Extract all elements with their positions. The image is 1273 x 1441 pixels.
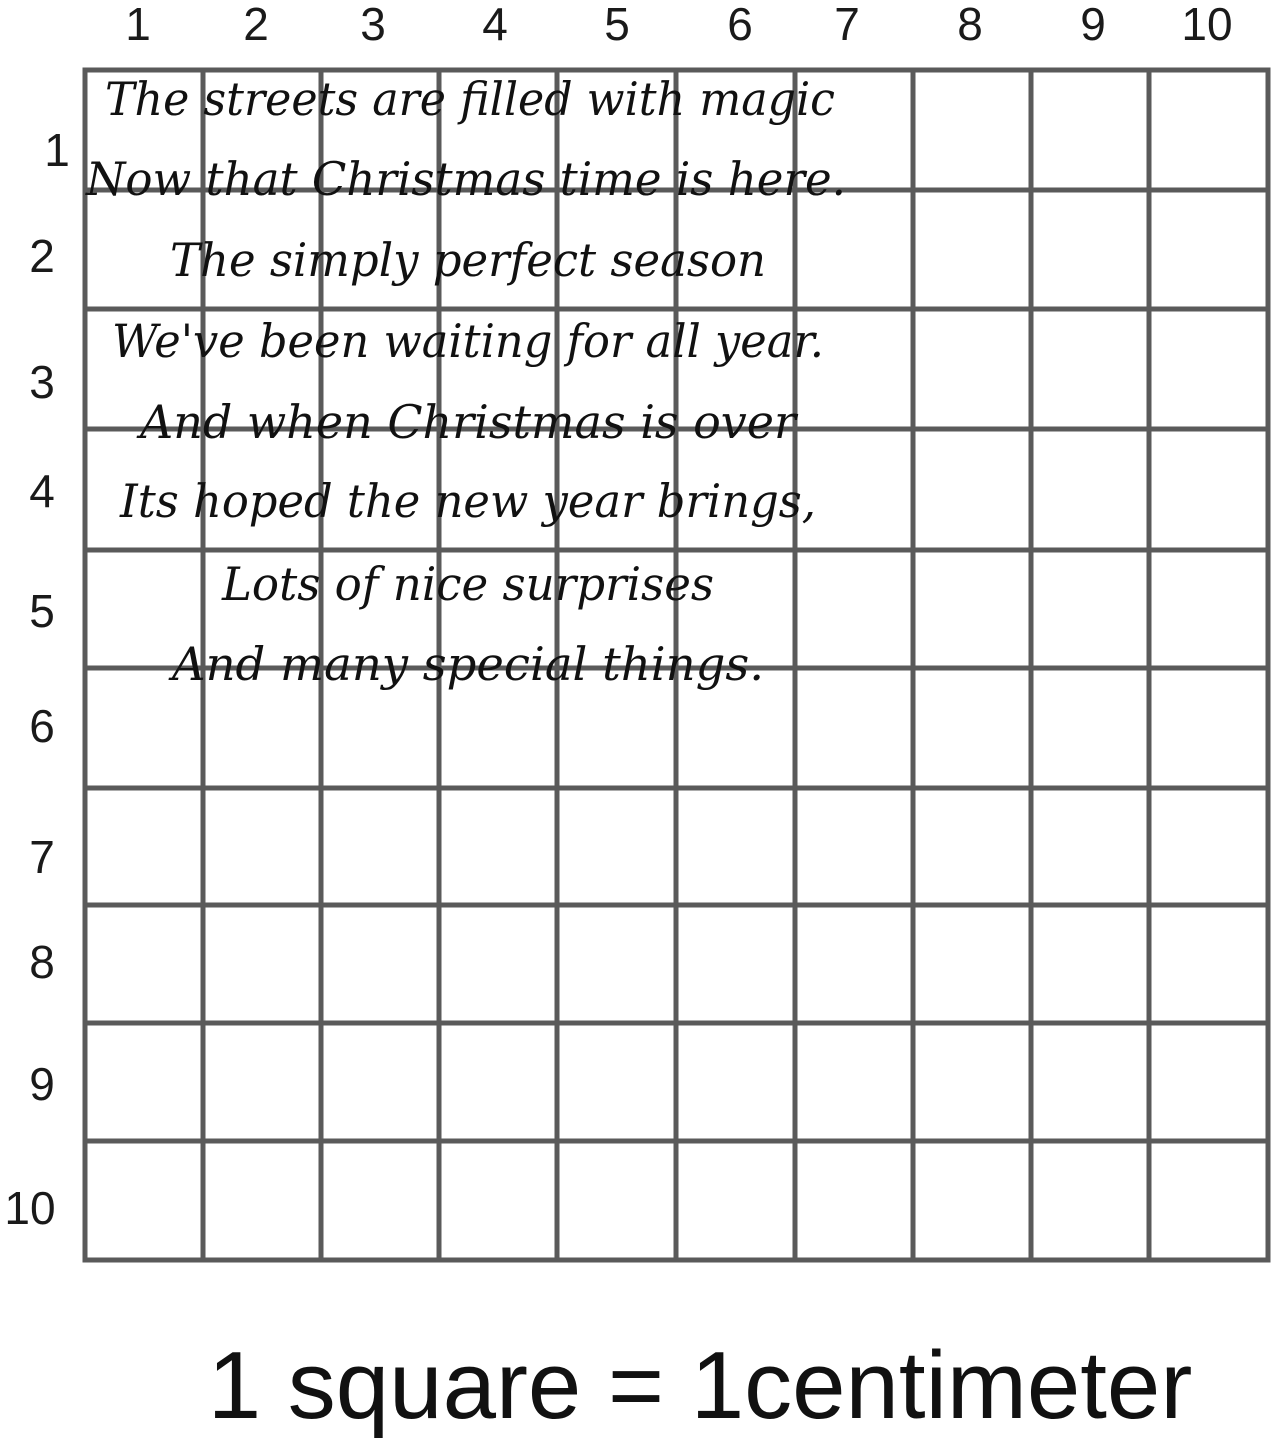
row-labels: [4, 124, 69, 1234]
row-label: 6: [29, 700, 55, 752]
poem-line: And many special things.: [167, 637, 765, 691]
row-label: 3: [29, 356, 55, 408]
row-label: 9: [29, 1058, 55, 1110]
column-label: 1: [125, 0, 151, 50]
poem-line: Its hoped the new year brings,: [119, 474, 816, 528]
poem-line: Lots of nice surprises: [221, 557, 714, 611]
row-label: 8: [29, 936, 55, 988]
row-label: 1: [44, 124, 70, 176]
row-label: 7: [29, 831, 55, 883]
scale-caption: 1 square = 1centimeter: [207, 1332, 1193, 1439]
poem-line: The streets are filled with magic: [105, 72, 835, 126]
row-label: 10: [4, 1182, 56, 1234]
column-label: 9: [1080, 0, 1106, 50]
column-label: 4: [482, 0, 508, 50]
poem-text: [85, 72, 846, 691]
poem-line: Now that Christmas time is here.: [85, 152, 846, 206]
row-label: 5: [29, 585, 55, 637]
poem-line: And when Christmas is over: [136, 395, 800, 449]
column-labels: [125, 0, 1232, 50]
column-label: 10: [1181, 0, 1233, 50]
column-label: 8: [957, 0, 983, 50]
row-label: 4: [29, 465, 55, 517]
row-label: 2: [29, 230, 55, 282]
column-label: 7: [834, 0, 860, 50]
column-label: 6: [727, 0, 753, 50]
poem-line: The simply perfect season: [170, 233, 766, 287]
column-label: 5: [604, 0, 630, 50]
column-label: 2: [243, 0, 269, 50]
column-label: 3: [360, 0, 386, 50]
poem-line: We've been waiting for all year.: [112, 314, 824, 368]
